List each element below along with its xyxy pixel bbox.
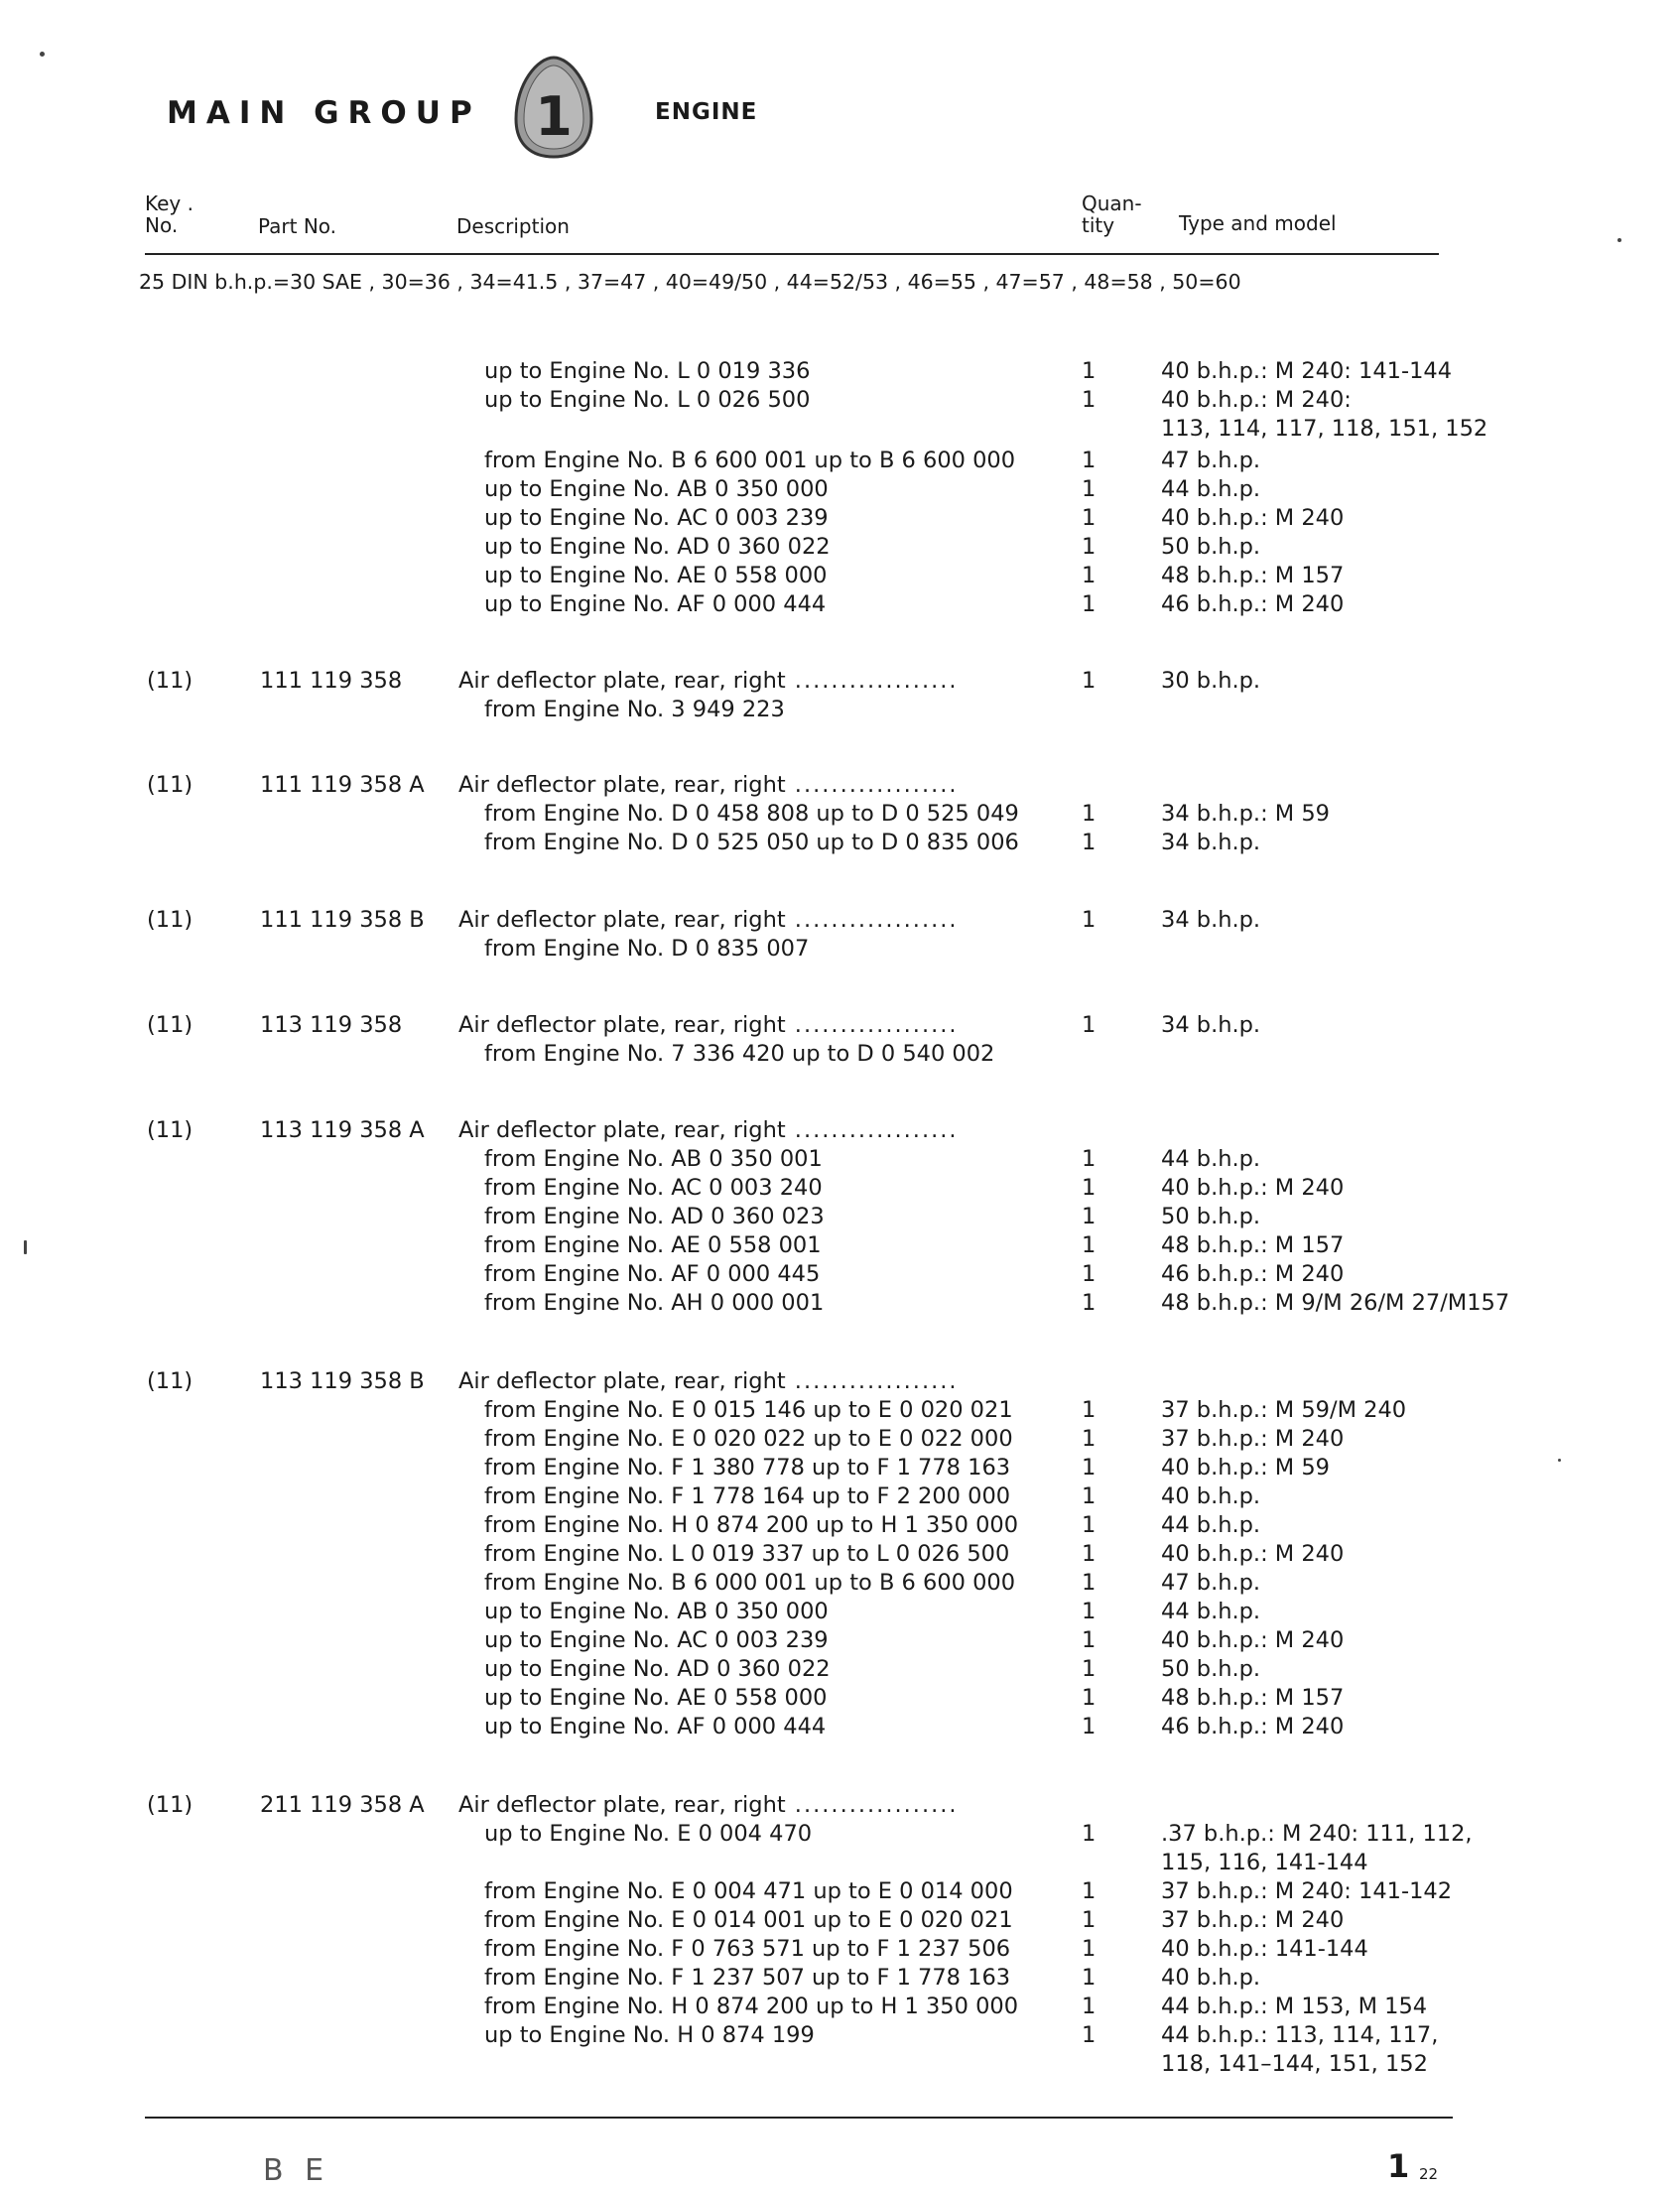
quantity: 1 [1082, 387, 1097, 413]
engine-range: from Engine No. H 0 874 200 up to H 1 350 000 [484, 1512, 1019, 1538]
type-and-model: 40 b.h.p.: M 240: 141-144 [1161, 358, 1453, 384]
part-number: 111 119 358 B [260, 907, 425, 933]
main-group-heading: MAIN GROUP [167, 95, 481, 131]
type-and-model: 44 b.h.p. [1161, 476, 1261, 502]
key-number: (11) [147, 1117, 194, 1143]
quantity: 1 [1082, 1994, 1097, 2019]
footer-code: B E [263, 2153, 330, 2188]
type-and-model: 44 b.h.p. [1161, 1512, 1261, 1538]
part-description: Air deflector plate, rear, right .................. [458, 907, 959, 933]
col-key-header: Key . No. [145, 192, 194, 237]
quantity: 1 [1082, 1204, 1097, 1229]
engine-range: up to Engine No. AE 0 558 000 [484, 1685, 828, 1711]
type-and-model: 34 b.h.p.: M 59 [1161, 801, 1330, 827]
type-and-model: 47 b.h.p. [1161, 1570, 1261, 1596]
scan-speck [1617, 238, 1621, 242]
type-and-model: 50 b.h.p. [1161, 534, 1261, 560]
key-number: (11) [147, 668, 194, 694]
engine-range: up to Engine No. AB 0 350 000 [484, 476, 829, 502]
badge-number: 1 [535, 85, 573, 148]
quantity: 1 [1082, 1290, 1097, 1316]
type-and-model: 46 b.h.p.: M 240 [1161, 1261, 1345, 1287]
engine-range: up to Engine No. AF 0 000 444 [484, 1714, 827, 1739]
quantity: 1 [1082, 830, 1097, 855]
engine-range: from Engine No. 3 949 223 [484, 697, 785, 722]
quantity: 1 [1082, 1627, 1097, 1653]
engine-range: from Engine No. AD 0 360 023 [484, 1204, 825, 1229]
quantity: 1 [1082, 1261, 1097, 1287]
quantity: 1 [1082, 1146, 1097, 1172]
quantity: 1 [1082, 448, 1097, 473]
part-description: Air deflector plate, rear, right .................. [458, 1012, 959, 1038]
part-number: 113 119 358 A [260, 1117, 425, 1143]
quantity: 1 [1082, 801, 1097, 827]
quantity: 1 [1082, 1232, 1097, 1258]
type-and-model: 40 b.h.p.: M 240 [1161, 1541, 1345, 1567]
quantity: 1 [1082, 1455, 1097, 1480]
part-number: 113 119 358 B [260, 1368, 425, 1394]
type-and-model: 34 b.h.p. [1161, 830, 1261, 855]
col-part-header: Part No. [258, 214, 337, 238]
quantity: 1 [1082, 1965, 1097, 1991]
key-number: (11) [147, 772, 194, 798]
part-number: 111 119 358 A [260, 772, 425, 798]
type-and-model: 113, 114, 117, 118, 151, 152 [1161, 416, 1488, 442]
engine-range: from Engine No. D 0 458 808 up to D 0 525 049 [484, 801, 1019, 827]
type-and-model: 40 b.h.p.: M 240 [1161, 1175, 1345, 1201]
engine-range: up to Engine No. AF 0 000 444 [484, 591, 827, 617]
key-number: (11) [147, 1368, 194, 1394]
engine-range: from Engine No. D 0 525 050 up to D 0 835 006 [484, 830, 1019, 855]
type-and-model: 46 b.h.p.: M 240 [1161, 1714, 1345, 1739]
part-description: Air deflector plate, rear, right .................. [458, 1368, 959, 1394]
quantity: 1 [1082, 1012, 1097, 1038]
hp-legend: 25 DIN b.h.p.=30 SAE , 30=36 , 34=41.5 , 37=47 , 40=49/50 , 44=52/53 , 46=55 , 47=57 , 48=58 , 50=60 [139, 270, 1241, 294]
type-and-model: 37 b.h.p.: M 240 [1161, 1907, 1345, 1933]
leader-dots: .................. [785, 772, 959, 798]
engine-range: up to Engine No. L 0 019 336 [484, 358, 811, 384]
page-number: 1 [1387, 2147, 1410, 2185]
scan-speck [1558, 1459, 1561, 1462]
part-description: Air deflector plate, rear, right .................. [458, 772, 959, 798]
engine-range: from Engine No. 7 336 420 up to D 0 540 002 [484, 1041, 995, 1067]
leader-dots: .................. [785, 1368, 959, 1394]
engine-range: from Engine No. F 1 237 507 up to F 1 778 163 [484, 1965, 1011, 1991]
col-type-header: Type and model [1179, 211, 1337, 235]
engine-range: up to Engine No. AD 0 360 022 [484, 534, 831, 560]
engine-range: from Engine No. AE 0 558 001 [484, 1232, 822, 1258]
quantity: 1 [1082, 1878, 1097, 1904]
type-and-model: 30 b.h.p. [1161, 668, 1261, 694]
type-and-model: 40 b.h.p.: M 240: [1161, 387, 1352, 413]
type-and-model: 50 b.h.p. [1161, 1204, 1261, 1229]
header-rule [145, 253, 1439, 255]
engine-range: from Engine No. D 0 835 007 [484, 936, 810, 962]
part-number: 211 119 358 A [260, 1792, 425, 1818]
quantity: 1 [1082, 1512, 1097, 1538]
section-title: ENGINE [655, 99, 758, 125]
leader-dots: .................. [785, 668, 959, 694]
quantity: 1 [1082, 1570, 1097, 1596]
type-and-model: 48 b.h.p.: M 157 [1161, 563, 1345, 588]
scan-speck [40, 52, 45, 57]
type-and-model: 48 b.h.p.: M 157 [1161, 1232, 1345, 1258]
engine-range: up to Engine No. AE 0 558 000 [484, 563, 828, 588]
engine-range: from Engine No. AB 0 350 001 [484, 1146, 823, 1172]
type-and-model: 40 b.h.p.: M 240 [1161, 1627, 1345, 1653]
type-and-model: 40 b.h.p.: M 240 [1161, 505, 1345, 531]
engine-range: up to Engine No. AB 0 350 000 [484, 1599, 829, 1624]
type-and-model: 34 b.h.p. [1161, 907, 1261, 933]
quantity: 1 [1082, 1541, 1097, 1567]
quantity: 1 [1082, 1685, 1097, 1711]
footer-rule [145, 2117, 1453, 2119]
engine-range: from Engine No. AF 0 000 445 [484, 1261, 821, 1287]
engine-range: up to Engine No. L 0 026 500 [484, 387, 811, 413]
engine-range: from Engine No. B 6 600 001 up to B 6 600 000 [484, 448, 1016, 473]
quantity: 1 [1082, 1397, 1097, 1423]
quantity: 1 [1082, 1714, 1097, 1739]
type-and-model: 50 b.h.p. [1161, 1656, 1261, 1682]
quantity: 1 [1082, 1821, 1097, 1847]
type-and-model: 48 b.h.p.: M 9/M 26/M 27/M157 [1161, 1290, 1510, 1316]
leader-dots: .................. [785, 907, 959, 933]
engine-range: from Engine No. B 6 000 001 up to B 6 600 000 [484, 1570, 1016, 1596]
quantity: 1 [1082, 1483, 1097, 1509]
engine-range: from Engine No. E 0 015 146 up to E 0 020 021 [484, 1397, 1013, 1423]
engine-range: from Engine No. AC 0 003 240 [484, 1175, 823, 1201]
type-and-model: 40 b.h.p.: 141-144 [1161, 1936, 1368, 1962]
quantity: 1 [1082, 1599, 1097, 1624]
engine-range: from Engine No. F 1 380 778 up to F 1 778 163 [484, 1455, 1011, 1480]
engine-range: from Engine No. E 0 004 471 up to E 0 014 000 [484, 1878, 1013, 1904]
col-quantity-header: Quan- tity [1082, 192, 1142, 237]
main-group-badge [512, 54, 595, 161]
part-description: Air deflector plate, rear, right .................. [458, 668, 959, 694]
part-number: 111 119 358 [260, 668, 403, 694]
type-and-model: 44 b.h.p.: 113, 114, 117, [1161, 2022, 1439, 2048]
quantity: 1 [1082, 668, 1097, 694]
quantity: 1 [1082, 476, 1097, 502]
type-and-model: 40 b.h.p. [1161, 1965, 1261, 1991]
type-and-model: 115, 116, 141-144 [1161, 1850, 1368, 1875]
type-and-model: .37 b.h.p.: M 240: 111, 112, [1161, 1821, 1473, 1847]
part-description: Air deflector plate, rear, right .................. [458, 1792, 959, 1818]
type-and-model: 37 b.h.p.: M 59/M 240 [1161, 1397, 1407, 1423]
quantity: 1 [1082, 907, 1097, 933]
engine-range: from Engine No. L 0 019 337 up to L 0 026 500 [484, 1541, 1010, 1567]
leader-dots: .................. [785, 1792, 959, 1818]
part-description: Air deflector plate, rear, right .................. [458, 1117, 959, 1143]
quantity: 1 [1082, 2022, 1097, 2048]
engine-range: from Engine No. F 1 778 164 up to F 2 200 000 [484, 1483, 1011, 1509]
quantity: 1 [1082, 1175, 1097, 1201]
key-number: (11) [147, 907, 194, 933]
quantity: 1 [1082, 358, 1097, 384]
type-and-model: 48 b.h.p.: M 157 [1161, 1685, 1345, 1711]
leader-dots: .................. [785, 1117, 959, 1143]
quantity: 1 [1082, 1656, 1097, 1682]
quantity: 1 [1082, 1426, 1097, 1452]
quantity: 1 [1082, 505, 1097, 531]
type-and-model: 47 b.h.p. [1161, 448, 1261, 473]
engine-range: up to Engine No. H 0 874 199 [484, 2022, 815, 2048]
quantity: 1 [1082, 591, 1097, 617]
leader-dots: .................. [785, 1012, 959, 1038]
type-and-model: 37 b.h.p.: M 240 [1161, 1426, 1345, 1452]
engine-range: from Engine No. E 0 014 001 up to E 0 020 021 [484, 1907, 1013, 1933]
scan-speck [24, 1240, 27, 1254]
engine-range: up to Engine No. E 0 004 470 [484, 1821, 813, 1847]
type-and-model: 44 b.h.p.: M 153, M 154 [1161, 1994, 1428, 2019]
quantity: 1 [1082, 534, 1097, 560]
quantity: 1 [1082, 1936, 1097, 1962]
type-and-model: 40 b.h.p. [1161, 1483, 1261, 1509]
quantity: 1 [1082, 563, 1097, 588]
page-suffix: 22 [1419, 2165, 1439, 2183]
type-and-model: 44 b.h.p. [1161, 1146, 1261, 1172]
engine-range: up to Engine No. AD 0 360 022 [484, 1656, 831, 1682]
part-number: 113 119 358 [260, 1012, 403, 1038]
engine-range: from Engine No. F 0 763 571 up to F 1 237 506 [484, 1936, 1011, 1962]
type-and-model: 44 b.h.p. [1161, 1599, 1261, 1624]
engine-range: up to Engine No. AC 0 003 239 [484, 1627, 829, 1653]
quantity: 1 [1082, 1907, 1097, 1933]
type-and-model: 40 b.h.p.: M 59 [1161, 1455, 1330, 1480]
key-number: (11) [147, 1012, 194, 1038]
col-description-header: Description [456, 214, 570, 238]
key-number: (11) [147, 1792, 194, 1818]
engine-range: from Engine No. E 0 020 022 up to E 0 022 000 [484, 1426, 1013, 1452]
type-and-model: 118, 141–144, 151, 152 [1161, 2051, 1428, 2077]
type-and-model: 37 b.h.p.: M 240: 141-142 [1161, 1878, 1453, 1904]
type-and-model: 46 b.h.p.: M 240 [1161, 591, 1345, 617]
engine-range: up to Engine No. AC 0 003 239 [484, 505, 829, 531]
engine-range: from Engine No. H 0 874 200 up to H 1 350 000 [484, 1994, 1019, 2019]
type-and-model: 34 b.h.p. [1161, 1012, 1261, 1038]
engine-range: from Engine No. AH 0 000 001 [484, 1290, 825, 1316]
